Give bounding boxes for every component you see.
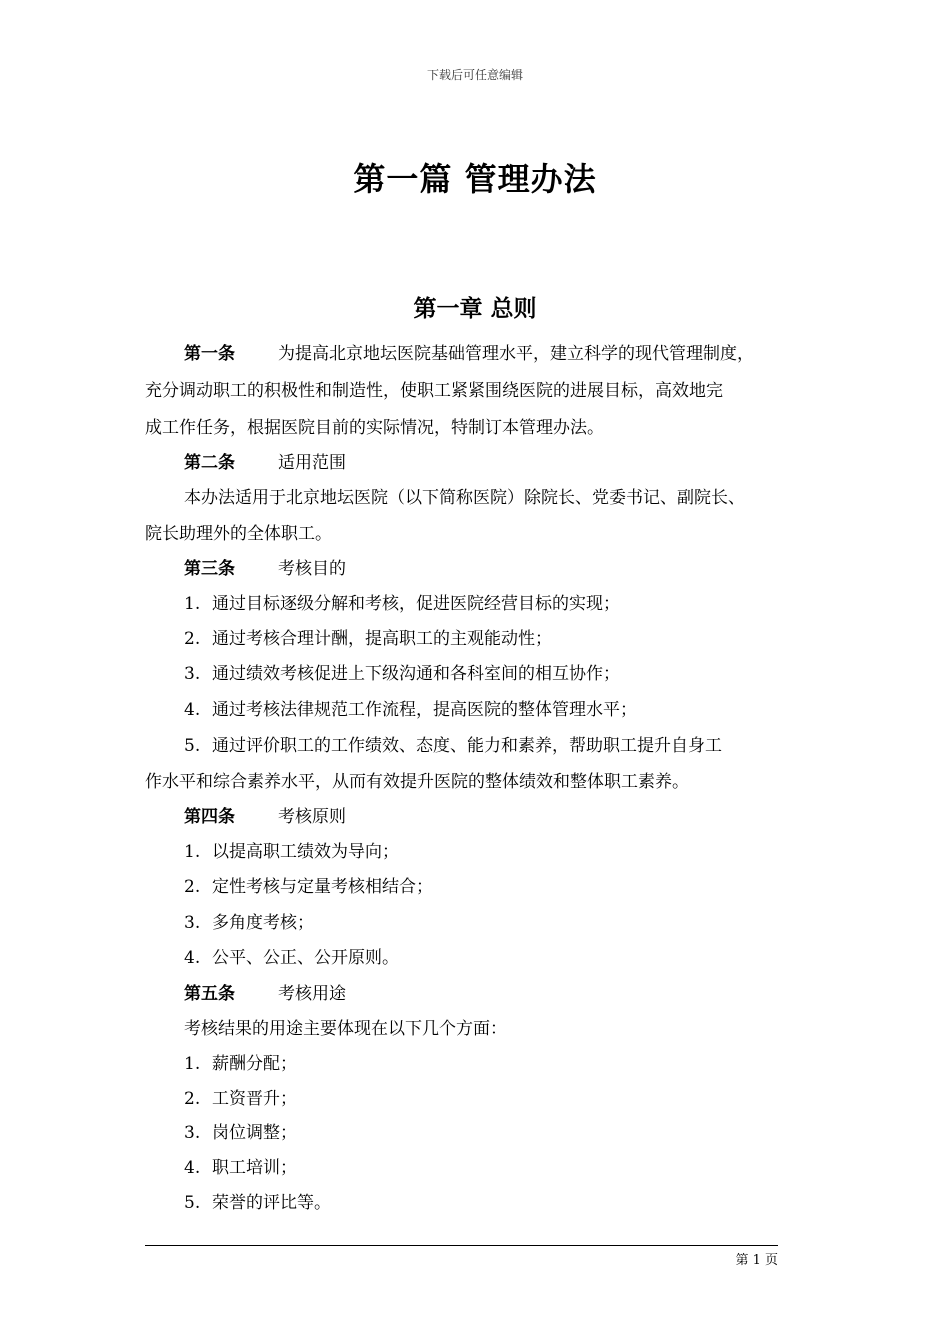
list-item-text: 工资晋升； (212, 1089, 297, 1109)
list-item-number: 2. (184, 877, 201, 897)
list-item (184, 734, 864, 758)
list-item-number: 2. (184, 1089, 201, 1109)
list-item (184, 875, 864, 899)
article-4-label: 第四条 (184, 807, 235, 827)
list-item-text: 以提高职工绩效为导向； (212, 842, 399, 862)
list-item-number: 4. (184, 700, 201, 720)
document-title: 第一篇 管理办法 (353, 160, 597, 198)
list-item-number: 1. (184, 594, 201, 614)
list-item-text: 职工培训； (212, 1158, 297, 1178)
list-item-number: 2. (184, 629, 201, 649)
list-item (184, 592, 864, 616)
article-2-heading (184, 451, 864, 475)
article-5-title: 考核用途 (278, 984, 346, 1004)
article-1-text: 为提高北京地坛医院基础管理水平，建立科学的现代管理制度， (278, 344, 754, 364)
list-item-text: 通过考核合理计酬，提高职工的主观能动性； (212, 629, 552, 649)
article-2-line-1: 本办法适用于北京地坛医院（以下简称医院）除院长、党委书记、副院长、 (184, 488, 745, 508)
list-item-text: 多角度考核； (212, 913, 314, 933)
list-item-text: 定性考核与定量考核相结合； (212, 877, 433, 897)
list-item-number: 4. (184, 948, 201, 968)
list-item-number: 3. (184, 664, 201, 684)
list-item (184, 1052, 864, 1076)
list-item-text: 通过绩效考核促进上下级沟通和各科室间的相互协作； (212, 664, 620, 684)
list-item-number: 4. (184, 1158, 201, 1178)
article-5-label: 第五条 (184, 984, 235, 1004)
article-1-line-2: 充分调动职工的积极性和制造性，使职工紧紧围绕医院的进展目标，高效地完 (145, 381, 723, 401)
list-item (184, 911, 864, 935)
article-5-intro: 考核结果的用途主要体现在以下几个方面： (184, 1019, 507, 1039)
list-item (184, 1121, 864, 1145)
list-item-text: 薪酬分配； (212, 1054, 297, 1074)
list-item (184, 946, 864, 970)
article-5-heading (184, 982, 864, 1006)
article-1-line-3: 成工作任务，根据医院目前的实际情况，特制订本管理办法。 (145, 418, 604, 438)
list-item-text: 岗位调整； (212, 1123, 297, 1143)
footer-divider (145, 1245, 778, 1246)
list-item (184, 1191, 864, 1215)
article-1-line-1 (184, 342, 864, 366)
article-4-heading (184, 805, 864, 829)
list-item-text: 通过考核法律规范工作流程，提高医院的整体管理水平； (212, 700, 637, 720)
list-item (184, 1156, 864, 1180)
article-4-title: 考核原则 (278, 807, 346, 827)
list-item-number: 5. (184, 1193, 201, 1213)
article-1-label: 第一条 (184, 344, 235, 364)
list-item (184, 840, 864, 864)
list-item-number: 1. (184, 1054, 201, 1074)
list-item-number: 3. (184, 1123, 201, 1143)
chapter-title: 第一章 总则 (413, 296, 537, 322)
list-item-number: 1. (184, 842, 201, 862)
list-item-text: 公平、公正、公开原则。 (212, 948, 399, 968)
list-item (184, 662, 864, 686)
article-3-label: 第三条 (184, 559, 235, 579)
list-item-text: 通过评价职工的工作绩效、态度、能力和素养，帮助职工提升自身工 (212, 736, 722, 756)
header-note: 下载后可任意编辑 (426, 68, 523, 82)
list-item (184, 698, 864, 722)
list-item-text: 荣誉的评比等。 (212, 1193, 331, 1213)
list-item (184, 627, 864, 651)
article-3-heading (184, 557, 864, 581)
list-item-continuation: 作水平和综合素养水平，从而有效提升医院的整体绩效和整体职工素养。 (145, 772, 689, 792)
list-item-number: 3. (184, 913, 201, 933)
list-item (184, 1087, 864, 1111)
article-3-title: 考核目的 (278, 559, 346, 579)
list-item-number: 5. (184, 736, 201, 756)
article-2-line-2: 院长助理外的全体职工。 (145, 524, 332, 544)
article-2-label: 第二条 (184, 453, 235, 473)
article-2-title: 适用范围 (278, 453, 346, 473)
list-item-text: 通过目标逐级分解和考核，促进医院经营目标的实现； (212, 594, 620, 614)
page-number: 第 1 页 (735, 1253, 778, 1268)
